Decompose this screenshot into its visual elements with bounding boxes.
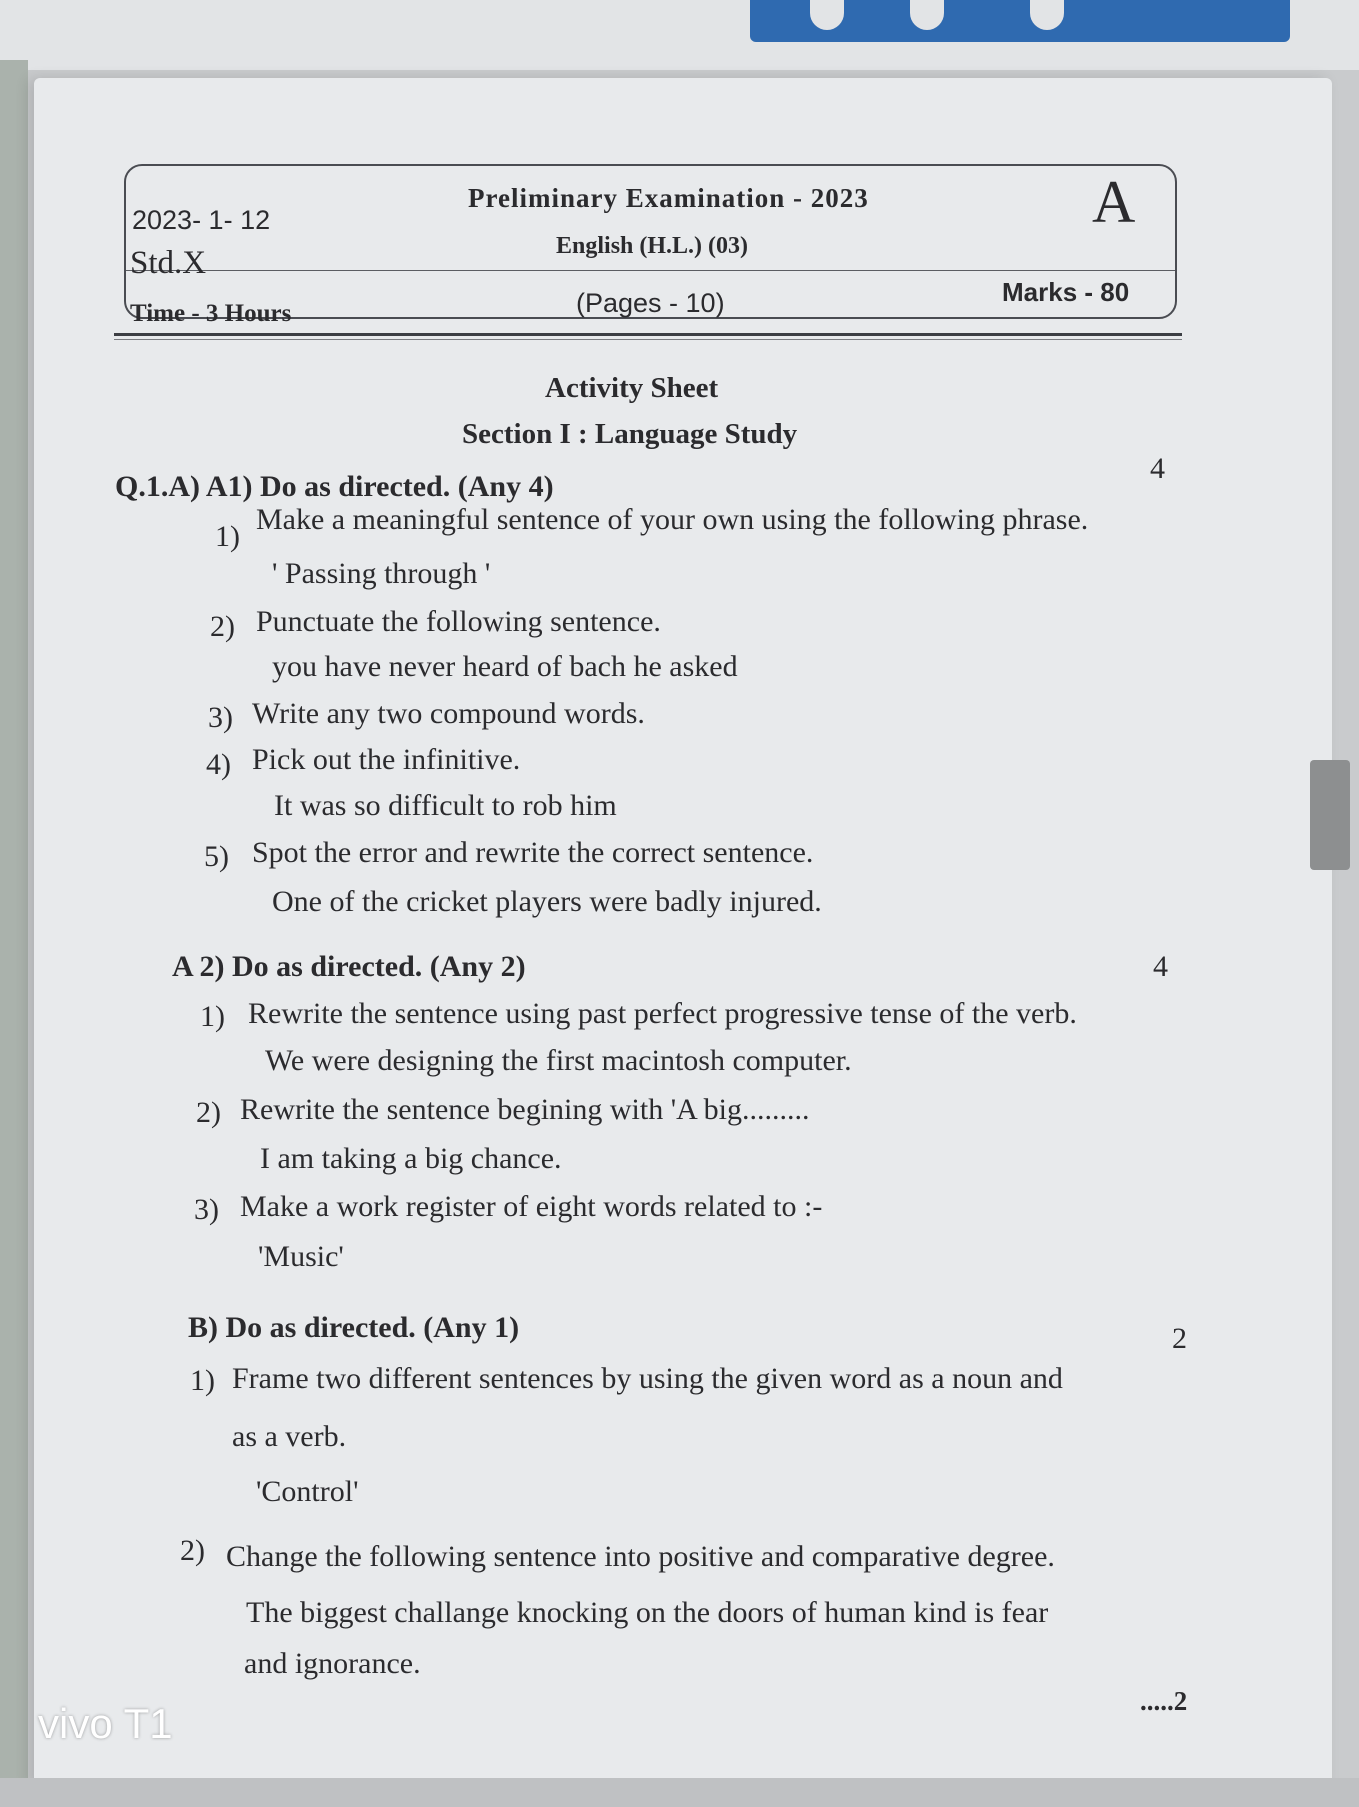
question-a2-label: A 2) Do as directed. (Any 2) [172, 950, 526, 983]
a2-item-text: Rewrite the sentence begining with 'A big......... [240, 1093, 810, 1126]
a1-item-sub: One of the cricket players were badly injured. [272, 885, 822, 918]
a2-item-text: Make a work register of eight words related to :- [240, 1190, 823, 1223]
a1-item-number: 2) [210, 610, 235, 643]
a1-item-number: 5) [204, 840, 229, 873]
a1-item-number: 4) [206, 748, 231, 781]
b-item-sub: 'Control' [256, 1475, 359, 1508]
a1-item-sub: ' Passing through ' [272, 557, 491, 590]
a1-item-sub: you have never heard of bach he asked [272, 650, 738, 683]
left-edge-strip [0, 60, 28, 1807]
header-rule [114, 333, 1182, 336]
b-item-line2: as a verb. [232, 1420, 347, 1453]
b-item-text: Change the following sentence into positive and comparative degree. [226, 1540, 1055, 1573]
a2-item-number: 3) [194, 1193, 219, 1226]
camera-watermark: vivo T1 [38, 1700, 173, 1747]
time-label: Time - 3 Hours [130, 300, 292, 327]
a1-item-sub: It was so difficult to rob him [274, 789, 617, 822]
a2-item-sub: I am taking a big chance. [260, 1142, 562, 1175]
a1-item-number: 1) [215, 520, 240, 553]
sheet-title: Activity Sheet [545, 372, 719, 404]
standard-label: Std.X [130, 245, 207, 281]
exam-code: 2023- 1- 12 [132, 205, 271, 235]
a1-item-text: Pick out the infinitive. [252, 743, 521, 776]
b-item-line2: The biggest challange knocking on the doors of human kind is fear [246, 1596, 1049, 1629]
section-title: Section I : Language Study [462, 418, 798, 450]
pages-label: (Pages - 10) [576, 288, 725, 318]
question-a2-marks: 4 [1153, 950, 1168, 983]
marks-label: Marks - 80 [1002, 277, 1130, 307]
a2-item-sub: We were designing the first macintosh computer. [265, 1044, 852, 1077]
a1-item-text: Make a meaningful sentence of your own using the following phrase. [256, 503, 1089, 536]
a1-item-text: Punctuate the following sentence. [256, 605, 661, 638]
b-item-number: 1) [190, 1364, 215, 1397]
a1-item-number: 3) [208, 701, 233, 734]
header-divider [126, 270, 1175, 271]
a2-item-number: 2) [196, 1096, 221, 1129]
a2-item-number: 1) [200, 1000, 225, 1033]
header-rule-thin [114, 339, 1182, 340]
a2-item-sub: 'Music' [258, 1240, 344, 1273]
next-page-indicator: .....2 [1140, 1686, 1188, 1716]
right-edge-shadow [1310, 760, 1350, 870]
question-a1-label: Q.1.A) A1) Do as directed. (Any 4) [115, 470, 554, 503]
bottom-edge [0, 1778, 1359, 1807]
question-b-marks: 2 [1172, 1322, 1187, 1355]
set-label: A [1092, 169, 1136, 235]
b-item-number: 2) [180, 1534, 205, 1567]
b-item-text: Frame two different sentences by using the given word as a noun and [232, 1362, 1063, 1395]
question-b-label: B) Do as directed. (Any 1) [188, 1311, 520, 1344]
question-a1-marks: 4 [1150, 452, 1165, 485]
b-item-sub: and ignorance. [244, 1647, 421, 1680]
exam-title: Preliminary Examination - 2023 [468, 183, 869, 213]
bleed-through-print [750, 0, 1290, 42]
subject-label: English (H.L.) (03) [556, 233, 749, 259]
a1-item-text: Write any two compound words. [252, 697, 645, 730]
a2-item-text: Rewrite the sentence using past perfect progressive tense of the verb. [248, 997, 1077, 1030]
a1-item-text: Spot the error and rewrite the correct sentence. [252, 836, 814, 869]
